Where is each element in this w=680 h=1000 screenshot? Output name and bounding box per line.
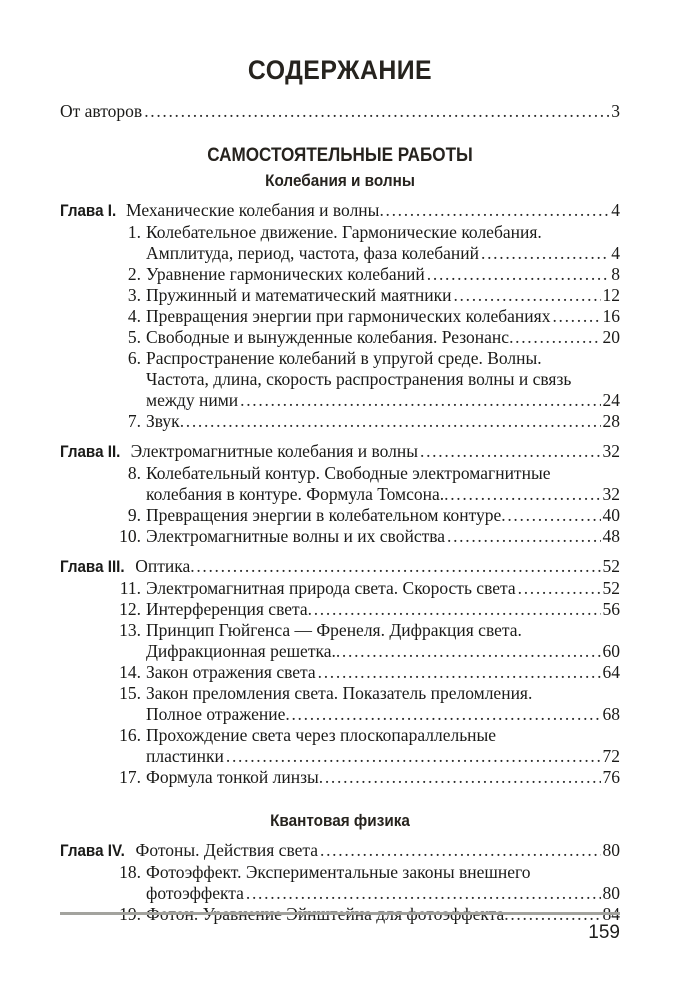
- page-number: 159: [588, 922, 620, 943]
- item-label: Пружинный и математический маятники: [146, 285, 452, 305]
- dot-leader: [481, 243, 609, 264]
- page-title: СОДЕРЖАНИЕ: [247, 55, 433, 85]
- toc-item-1[interactable]: [60, 222, 620, 243]
- chapter-page: 32: [602, 441, 620, 461]
- item-label: Электромагнитные волны и их свойства: [146, 526, 446, 546]
- toc-item-9[interactable]: [60, 505, 620, 526]
- toc-item-6[interactable]: [60, 348, 620, 369]
- toc-item-10[interactable]: [60, 526, 620, 547]
- toc-item-11[interactable]: [60, 578, 620, 599]
- section-title-oscillations: Колебания и волны: [265, 171, 415, 190]
- toc-item-6-continued[interactable]: [60, 369, 620, 390]
- item-label-continued: Частота, длина, скорость распространения волны и связь: [146, 369, 572, 389]
- item-label: Свободные и вынужденные колебания. Резонанс: [146, 327, 510, 347]
- item-number: 15.: [119, 683, 141, 703]
- dot-leader: [453, 285, 600, 306]
- dot-leader: [501, 505, 600, 526]
- chapter-label: Глава II.: [60, 443, 121, 461]
- item-page: 52: [602, 578, 620, 598]
- spacer: [60, 191, 620, 200]
- item-page: 48: [602, 526, 620, 546]
- dot-leader: [144, 101, 609, 122]
- spacer: [60, 788, 620, 811]
- item-label: Формула тонкой линзы: [146, 767, 319, 787]
- dot-leader: [420, 441, 600, 462]
- toc-item-13[interactable]: [60, 620, 620, 641]
- dot-leader: [447, 526, 600, 547]
- spacer: [60, 86, 620, 101]
- part-title: САМОСТОЯТЕЛЬНЫЕ РАБОТЫ: [207, 145, 473, 166]
- spacer: [60, 547, 620, 556]
- item-page: 24: [602, 390, 620, 410]
- chapter-page: 80: [602, 840, 620, 860]
- dot-leader: [320, 840, 600, 861]
- section-title-quantum: Квантовая физика: [270, 811, 410, 830]
- item-page: 68: [602, 704, 620, 724]
- item-label: Прохождение света через плоскопараллельные: [146, 725, 497, 745]
- chapter-page: 52: [602, 556, 620, 576]
- item-number: 3.: [127, 285, 141, 305]
- toc-entry-front-matter[interactable]: [60, 101, 620, 122]
- item-page: 60: [602, 641, 620, 661]
- item-label: Уравнение гармонических колебаний: [146, 264, 425, 284]
- toc-item-18-continued[interactable]: [60, 883, 620, 904]
- chapter-title: Электромагнитные колебания и волны: [130, 441, 419, 461]
- item-label: Фотоэффект. Экспериментальные законы внешнего: [146, 862, 531, 882]
- dot-leader: [509, 327, 600, 348]
- dot-leader: [318, 662, 601, 683]
- item-number: 4.: [127, 306, 141, 326]
- toc-item-17[interactable]: [60, 767, 620, 788]
- dot-leader: [319, 767, 601, 788]
- toc-item-18[interactable]: [60, 862, 620, 883]
- item-page: 20: [602, 327, 620, 347]
- toc-item-3[interactable]: [60, 285, 620, 306]
- toc-item-15-continued[interactable]: [60, 704, 620, 725]
- item-number: 5.: [127, 327, 141, 347]
- toc-chapter-1[interactable]: [60, 200, 620, 222]
- item-number: 10.: [119, 526, 141, 546]
- item-page: 76: [602, 767, 620, 787]
- toc-item-5[interactable]: [60, 327, 620, 348]
- item-page: 72: [602, 746, 620, 766]
- item-label: Колебательный контур. Свободные электромагнитные: [146, 463, 551, 483]
- item-label: Распространение колебаний в упругой среде. Волны.: [146, 348, 542, 368]
- spacer: [60, 432, 620, 441]
- chapter-page: 4: [611, 200, 620, 220]
- dot-leader: [246, 883, 601, 904]
- item-label-continued: фотоэффекта: [146, 883, 244, 903]
- item-label-continued: пластинки: [146, 746, 224, 766]
- toc-chapter-4[interactable]: [60, 840, 620, 862]
- dot-leader: [226, 746, 601, 767]
- toc-item-1-continued[interactable]: [60, 243, 620, 264]
- item-label: Превращения энергии при гармонических колебаниях: [146, 306, 551, 326]
- toc-item-12[interactable]: [60, 599, 620, 620]
- toc-item-16-continued[interactable]: [60, 746, 620, 767]
- item-number: 13.: [119, 620, 141, 640]
- chapter-title: Оптика: [135, 556, 191, 576]
- item-page: 64: [602, 662, 620, 682]
- item-label: Интерференция света: [146, 599, 308, 619]
- dot-leader: [379, 200, 609, 221]
- chapter-title: Механические колебания и волны: [126, 200, 380, 220]
- toc-item-13-continued[interactable]: [60, 641, 620, 662]
- item-label: Колебательное движение. Гармонические колебания.: [146, 222, 542, 242]
- item-label-continued: между ними: [146, 390, 239, 410]
- item-page: 32: [602, 484, 620, 504]
- item-page: 8: [611, 264, 620, 284]
- item-label: Закон отражения света: [146, 662, 316, 682]
- item-page: 40: [602, 505, 620, 525]
- item-page: 80: [602, 883, 620, 903]
- dot-leader: [190, 556, 600, 577]
- item-number: 12.: [119, 599, 141, 619]
- chapter-title: Фотоны. Действия света: [135, 840, 319, 860]
- toc-item-6-continued-2[interactable]: [60, 390, 620, 411]
- item-page: 16: [602, 306, 620, 326]
- dot-leader: [180, 411, 601, 432]
- dot-leader: [285, 704, 600, 725]
- item-number: 6.: [127, 348, 141, 368]
- chapter-label: Глава I.: [60, 202, 117, 220]
- front-matter-page: 3: [611, 101, 620, 121]
- item-page: 12: [602, 285, 620, 305]
- toc-item-15[interactable]: [60, 683, 620, 704]
- dot-leader: [308, 599, 601, 620]
- item-label-continued: Амплитуда, период, частота, фаза колебаний: [146, 243, 480, 263]
- footer-divider: [60, 912, 620, 915]
- chapter-label: Глава III.: [60, 558, 125, 576]
- item-number: 8.: [127, 463, 141, 483]
- item-number: 11.: [119, 578, 141, 598]
- item-number: 16.: [119, 725, 141, 745]
- item-label: Принцип Гюйгенса — Френеля. Дифракция света.: [146, 620, 522, 640]
- item-number: 17.: [119, 767, 141, 787]
- dot-leader: [336, 641, 601, 662]
- item-number: 2.: [127, 264, 141, 284]
- item-label: Превращения энергии в колебательном контуре: [146, 505, 502, 525]
- toc-item-7[interactable]: [60, 411, 620, 432]
- toc-item-8[interactable]: [60, 463, 620, 484]
- toc-item-14[interactable]: [60, 662, 620, 683]
- spacer: [60, 831, 620, 840]
- item-label-continued: Дифракционная решетка.: [146, 641, 336, 661]
- chapter-label: Глава IV.: [60, 842, 125, 860]
- dot-leader: [427, 264, 609, 285]
- item-label: Закон преломления света. Показатель преломления.: [146, 683, 533, 703]
- item-page: 4: [611, 243, 620, 263]
- item-page: 56: [602, 599, 620, 619]
- item-number: 14.: [119, 662, 141, 682]
- item-page: 28: [602, 411, 620, 431]
- item-label-continued: Полное отражение: [146, 704, 286, 724]
- item-number: 7.: [127, 411, 141, 431]
- dot-leader: [552, 306, 600, 327]
- item-label: Звук: [146, 411, 180, 431]
- toc-chapter-3[interactable]: [60, 556, 620, 578]
- dot-leader: [444, 484, 600, 505]
- item-number: 18.: [119, 862, 141, 882]
- spacer: [60, 122, 620, 145]
- item-label-continued: колебания в контуре. Формула Томсона.: [146, 484, 445, 504]
- front-matter-label: От авторов: [60, 101, 143, 121]
- toc-item-2[interactable]: [60, 264, 620, 285]
- dot-leader: [240, 390, 600, 411]
- toc-chapter-2[interactable]: [60, 441, 620, 463]
- toc-item-8-continued[interactable]: [60, 484, 620, 505]
- item-number: 1.: [127, 222, 141, 242]
- item-number: 9.: [127, 505, 141, 525]
- toc-item-4[interactable]: [60, 306, 620, 327]
- dot-leader: [518, 578, 601, 599]
- toc-item-16[interactable]: [60, 725, 620, 746]
- item-label: Электромагнитная природа света. Скорость света: [146, 578, 516, 598]
